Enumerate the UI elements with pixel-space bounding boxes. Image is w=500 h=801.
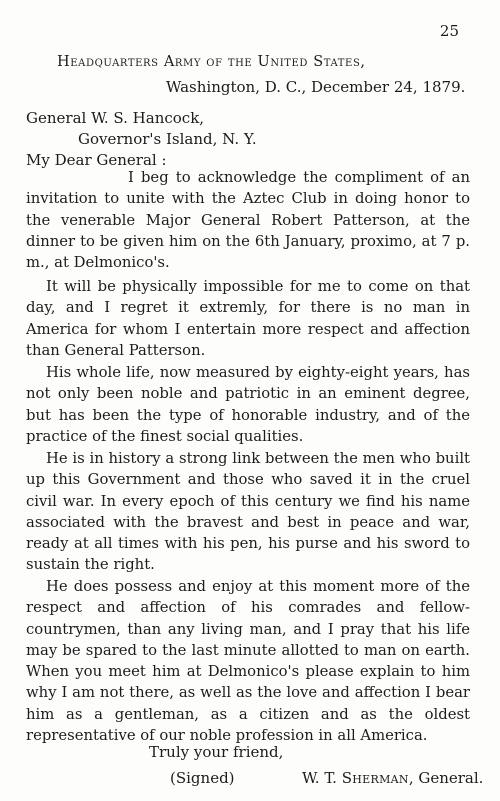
- signature: [302, 769, 483, 787]
- paragraph-2: It will be physically impossible for me to come on that day, and I regret it extremly, for there is no man in America for whom I entertain more respect and affection than General Patterson.: [26, 278, 470, 359]
- paragraph-1: I beg to acknowledge the compliment of an invitation to unite with the Aztec Club in doing honor to the venerable Major General Robert Patterson, at the dinner to be given him on the 6th January, proximo, at 7 p. m., at Delmonico's.: [26, 169, 470, 272]
- signature-title: , General.: [408, 769, 484, 787]
- recipient-name: General W. S. Hancock,: [26, 109, 205, 127]
- letterhead: Headquarters Army of the United States,: [57, 54, 366, 70]
- salutation: My Dear General :: [26, 151, 167, 169]
- signature-initials: W. T.: [302, 769, 337, 787]
- recipient-address: Governor's Island, N. Y.: [78, 130, 257, 148]
- page-number: 25: [439, 22, 459, 40]
- dateline: Washington, D. C., December 24, 1879.: [166, 78, 466, 96]
- signature-surname: Sherman: [341, 769, 409, 787]
- paragraph-5: He does possess and enjoy at this moment more of the respect and affection of his comrades and fellow-countrymen, than any living man, and I pray that his life may be spared to the last minute allotted to man on earth. When you meet him at Delmonico's please explain to him why I am not there, as well as the love and affection I bear him as a gentleman, as a citizen and as the oldest representative of our noble profession in all America.: [26, 578, 470, 745]
- signed-note: (Signed): [170, 769, 235, 787]
- paragraph-3: His whole life, now measured by eighty-eight years, has not only been noble and patriotic in an eminent degree, but has been the type of honorable industry, and of the practice of the finest social qualities.: [26, 364, 470, 445]
- closing: Truly your friend,: [149, 743, 284, 761]
- paragraph-4: He is in history a strong link between the men who built up this Government and those who saved it in the cruel civil war. In every epoch of this century we find his name associated with the bravest and best in peace and war, ready at all times with his pen, his purse and his sword to sustain the right.: [26, 450, 470, 574]
